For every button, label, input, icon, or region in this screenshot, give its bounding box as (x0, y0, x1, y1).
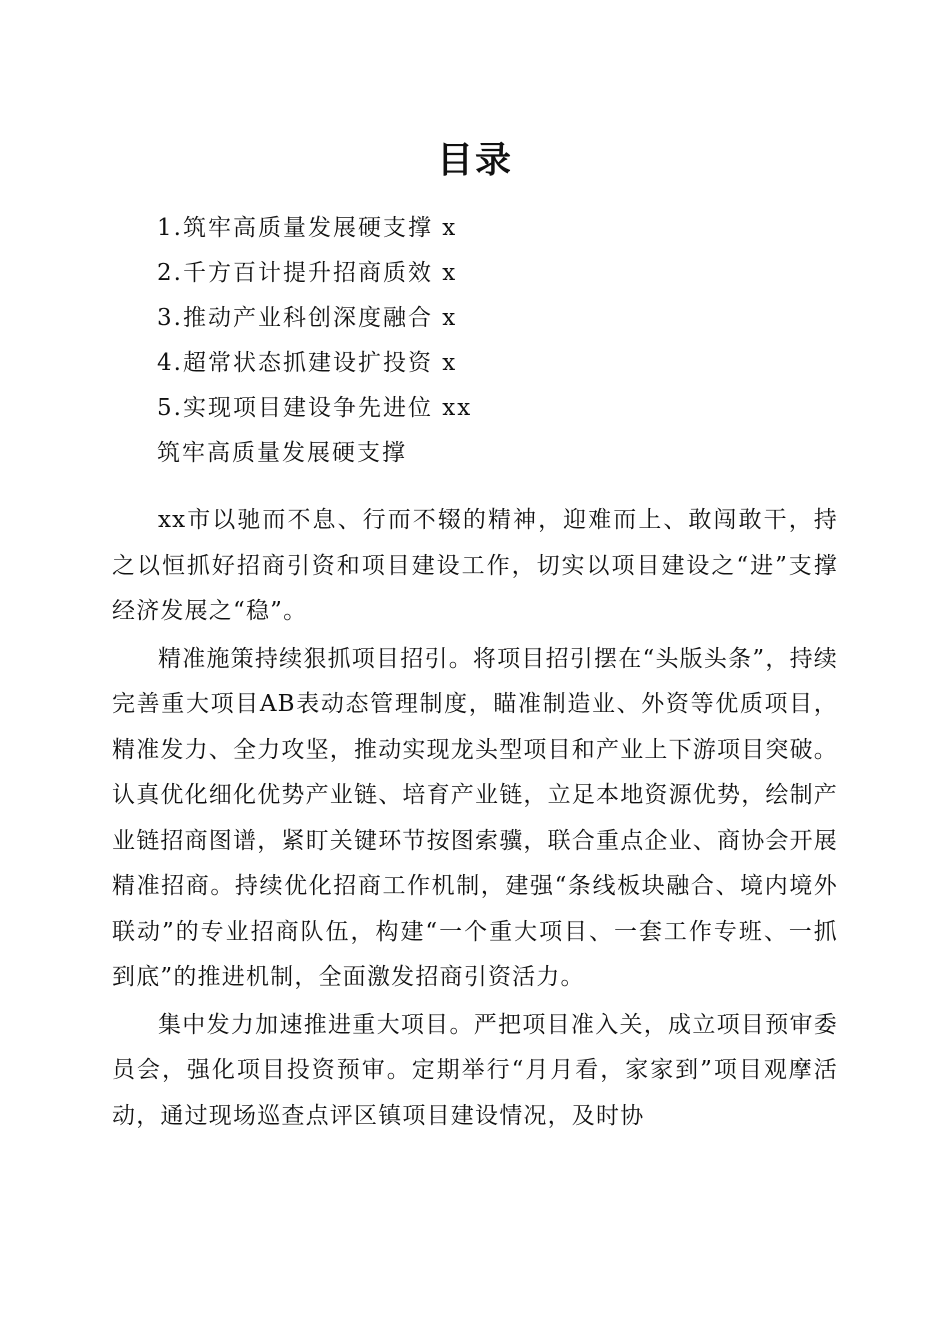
toc-item-1[interactable]: 1.筑牢高质量发展硬支撑 x (157, 215, 458, 241)
toc-item-5[interactable]: 5.实现项目建设争先进位 xx (157, 395, 473, 421)
body-text (112, 498, 838, 1141)
paragraph-3: 集中发力加速推进重大项目。严把项目准入关，成立项目预审委员会，强化项目投资预审。定期举行“月月看，家家到”项目观摩活动，通过现场巡查点评区镇项目建设情况，及时协 (112, 1011, 838, 1129)
toc-item-3[interactable]: 3.推动产业科创深度融合 x (157, 305, 458, 331)
toc-item-4[interactable]: 4.超常状态抓建设扩投资 x (157, 350, 458, 376)
toc-item-2[interactable]: 2.千方百计提升招商质效 x (157, 260, 458, 286)
table-of-contents (157, 206, 837, 476)
page-title: 目录 (436, 139, 513, 181)
paragraph-1: xx市以驰而不息、行而不辍的精神，迎难而上、敢闯敢干，持之以恒抓好招商引资和项目建设工作，切实以项目建设之“进”支撑经济发展之“稳”。 (112, 507, 838, 624)
section-heading: 筑牢高质量发展硬支撑 (157, 440, 407, 466)
paragraph-2: 精准施策持续狠抓项目招引。将项目招引摆在“头版头条”，持续完善重大项目AB表动态管理制度，瞄准制造业、外资等优质项目，精准发力、全力攻坚，推动实现龙头型项目和产业上下游项目突破。认真优化细化优势产业链、培育产业链，立足本地资源优势，绘制产业链招商图谱，紧盯关键环节按图索骥，联合重点企业、商协会开展精准招商。持续优化招商工作机制，建强“条线板块融合、境内境外联动”的专业招商队伍，构建“一个重大项目、一套工作专班、一抓到底”的推进机制，全面激发招商引资活力。 (112, 645, 838, 990)
